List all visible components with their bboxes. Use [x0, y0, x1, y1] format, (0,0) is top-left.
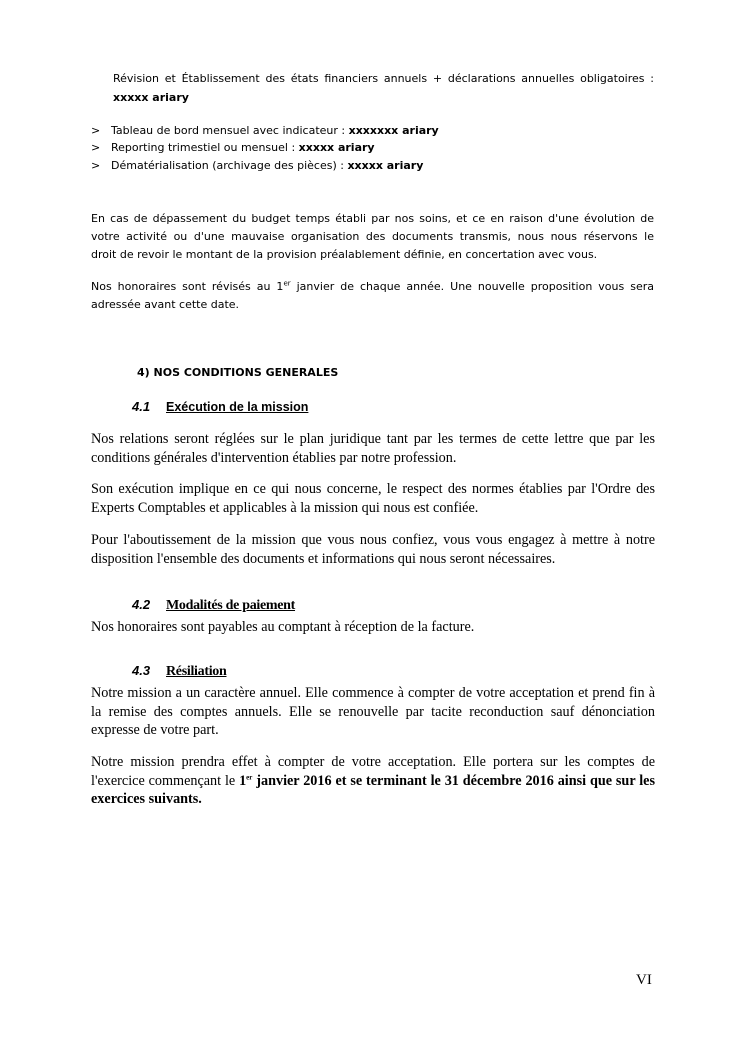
- list-item-label: Tableau de bord mensuel avec indicateur :: [111, 124, 349, 137]
- intro-line: [113, 72, 654, 85]
- date-range: janvier 2016 et se terminant le 31 décembre 2016 ainsi que sur les exercices suivants.: [91, 772, 655, 807]
- superscript: er: [246, 772, 253, 781]
- subsection-heading: [132, 663, 226, 680]
- paragraph-line: adressée avant cette date.: [91, 298, 240, 311]
- chevron-right-icon: >: [91, 159, 101, 172]
- paragraph: Notre mission a un caractère annuel. Elle commence à compter de votre acceptation et prend fin à la remise des comptes annuels. Elle se renouvelle par tacite reconduction sauf dénonciation expresse de votre part.: [91, 685, 655, 738]
- paragraph-line: votre activité ou d'une mauvaise organisation des documents transmis, nous nous réservons le: [91, 230, 654, 243]
- subsection-number: 4.3: [132, 663, 151, 678]
- paragraph-text: Notre mission prendra effet à compter de votre acceptation. Elle portera sur les comptes de l'exercice commençant le: [91, 754, 655, 789]
- page-number: VI: [636, 972, 652, 988]
- paragraph: Son exécution implique en ce qui nous concerne, le respect des normes établies par l'Ordre des Experts Comptables et applicables à la mission qui nous est confiée.: [91, 481, 655, 516]
- paragraph: Nos honoraires sont payables au comptant à réception de la facture.: [91, 619, 475, 635]
- subsection-title: Résiliation: [166, 664, 227, 679]
- section-title: 4) NOS CONDITIONS GENERALES: [137, 366, 339, 379]
- subsection-heading: [132, 597, 295, 614]
- paragraph: Pour l'aboutissement de la mission que vous nous confiez, vous vous engagez à mettre à notre disposition l'ensemble des documents et informations qui nous seront nécessaires.: [91, 532, 655, 567]
- intro-amount-value: xxxxx ariary: [113, 91, 189, 104]
- paragraph-text: janvier de chaque année. Une nouvelle proposition vous sera: [290, 280, 654, 293]
- chevron-right-icon: >: [91, 124, 101, 137]
- list-item-label: Dématérialisation (archivage des pièces) :: [111, 159, 348, 172]
- intro-amount: [113, 91, 189, 104]
- paragraph: Nos relations seront réglées sur le plan juridique tant par les termes de cette lettre que par les conditions générales d'intervention établies par notre profession.: [91, 431, 655, 466]
- list-item-value: xxxxxxx ariary: [348, 124, 439, 137]
- budget-paragraph: [91, 210, 654, 264]
- paragraph-text: Nos honoraires sont révisés au 1: [91, 280, 284, 293]
- list-item-label: Reporting trimestiel ou mensuel :: [111, 141, 299, 154]
- superscript: er: [283, 279, 291, 288]
- paragraph: [91, 753, 655, 809]
- intro-text: Révision et Établissement des états financiers annuels + déclarations annuelles obligatoires :: [113, 72, 654, 85]
- subsection-number: 4.2: [132, 597, 151, 612]
- fees-paragraph: [91, 278, 654, 314]
- date-start: 1: [239, 772, 247, 789]
- paragraph-line: En cas de dépassement du budget temps établi par nos soins, et ce en raison d'une évolution de: [91, 212, 654, 225]
- paragraph-line: [91, 278, 654, 296]
- subsection-title: Exécution de la mission: [166, 400, 309, 414]
- section-heading: [137, 366, 338, 379]
- subsection-heading: [132, 399, 308, 415]
- subsection-number: 4.1: [132, 399, 151, 414]
- chevron-right-icon: >: [91, 141, 101, 154]
- list-item-value: xxxxx ariary: [298, 141, 375, 154]
- list-item-value: xxxxx ariary: [347, 159, 424, 172]
- subsection-title: Modalités de paiement: [166, 598, 296, 613]
- paragraph-line: droit de revoir le montant de la provision préalablement définie, en concertation avec vous.: [91, 248, 598, 261]
